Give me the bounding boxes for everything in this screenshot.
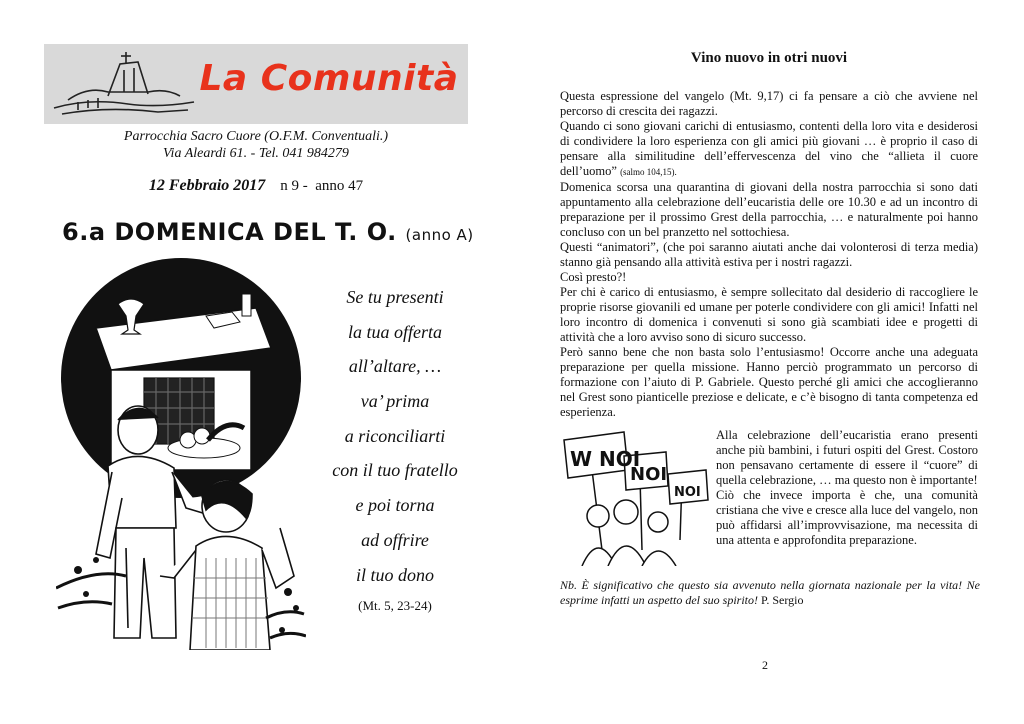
masthead xyxy=(44,44,468,124)
newsletter-title: La Comunità xyxy=(199,58,459,99)
quote-line: con il tuo fratello xyxy=(332,460,458,481)
liturgical-heading xyxy=(62,218,474,246)
paragraph: Questa espressione del vangelo (Mt. 9,17) ci fa pensare a ciò che avviene nel percorso di crescita dei ragazzi. xyxy=(560,89,978,118)
quote-line: Se tu presenti xyxy=(346,287,444,307)
parish-name: Parrocchia Sacro Cuore (O.F.M. Conventuali.) xyxy=(123,129,389,144)
paragraph: Domenica scorsa una quarantina di giovani della nostra parrocchia si sono dati appuntamento alla celebrazione dell’eucaristia delle ore 10.30 e ad un incontro di preparazione per il prossimo Grest della parrocchia, … e naturalmente poi hanno concluso con un bel pranzetto nel sottochiesa. xyxy=(560,180,978,239)
paragraph: Così presto?! xyxy=(560,270,627,284)
paragraph: Questi “animatori”, (che poi saranno aiutati anche dai volonterosi di terza media) stanno già pensando alla attività estiva per i nostri ragazzi. xyxy=(560,240,978,269)
sign-small-text: NOI xyxy=(674,485,701,500)
quote-line: all’altare, … xyxy=(348,356,442,377)
paragraph: Per chi è carico di entusiasmo, è sempre sollecitato dal desiderio di raccogliere le proprie risorse giovanili ed umane per poterle condividere con gli amici! Infatti nel loro incontro di domenica i convenuti si sono già scambiati idee e progetti di attività che a loro avviso sono di sicuro successo. xyxy=(560,285,978,344)
quote-line: il tuo dono xyxy=(355,564,434,585)
quote-line: e poi torna xyxy=(355,495,435,516)
wnoi-signs-illustration xyxy=(562,430,710,566)
quote-line: va’ prima xyxy=(360,391,430,412)
psalm-reference: (salmo 104,15). xyxy=(620,167,677,177)
issue-number: n 9 - xyxy=(280,178,308,194)
parish-address: Via Aleardi 61. - Tel. 041 984279 xyxy=(163,146,349,161)
article-body-continued xyxy=(716,428,978,548)
paragraph xyxy=(560,119,978,180)
quote-line: la tua offerta xyxy=(348,321,442,342)
reconciliation-illustration xyxy=(56,258,306,650)
page-number: 2 xyxy=(762,658,768,672)
quote-reference: (Mt. 5, 23-24) xyxy=(358,598,432,614)
sunday-title: 6.a DOMENICA DEL T. O. xyxy=(62,218,397,246)
quote-line: ad offrire xyxy=(361,529,429,550)
paragraph: Alla celebrazione dell’eucaristia erano presenti anche più bambini, i futuri ospiti del Grest. Costoro non pensavano certamente di essere il “cuore” di quella celebrazione, … ma questo non è importante! xyxy=(716,428,978,487)
quote-line: a riconciliarti xyxy=(344,425,446,446)
paragraph: Però sanno bene che non basta solo l’entusiasmo! Occorre anche una adeguata preparazione per quella missione. Hanno perciò programmato un percorso di formazione con l’aiuto di P. Gabriele. Questo perché gli amici che accoglieranno nel Grest sono pianticelle preziose e delicate, e c’è bisogno di tanta competenza ed esperienza. xyxy=(560,345,978,419)
nota-bene xyxy=(560,578,980,608)
sign-big-text: W NOI xyxy=(570,447,641,471)
issue-line xyxy=(44,177,468,195)
gospel-quote xyxy=(300,280,490,614)
paragraph-text: Quando ci sono giovani carichi di entusiasmo, contenti della loro vita e desiderosi di condividere la loro esperienza con gli amici più giovani … è proprio il caso di pensare alla similitudine dell’effervescenza del vino che “allieta il cuore dell’uomo” xyxy=(560,119,978,178)
issue-year: anno 47 xyxy=(315,178,364,194)
article-body xyxy=(560,89,978,420)
sign-mid-text: NOI xyxy=(630,464,668,485)
nota-bene-text: Nb. È significativo che questo sia avvenuto nella giornata nazionale per la vita! Ne esprime infatti un aspetto del suo spirito! xyxy=(560,578,980,607)
liturgical-year: (anno A) xyxy=(405,226,474,244)
church-logo-icon xyxy=(48,48,198,120)
author-signature: P. Sergio xyxy=(761,593,804,607)
article-title: Vino nuovo in otri nuovi xyxy=(690,50,848,66)
issue-date: 12 Febbraio 2017 xyxy=(148,177,266,194)
paragraph: Ciò che invece importa è che, una comunità cristiana che vive e cresce alla luce del vangelo, non può affidarsi all’improvvisazione, ma necessita di una attenta e approfondita preparazione. xyxy=(716,488,978,547)
